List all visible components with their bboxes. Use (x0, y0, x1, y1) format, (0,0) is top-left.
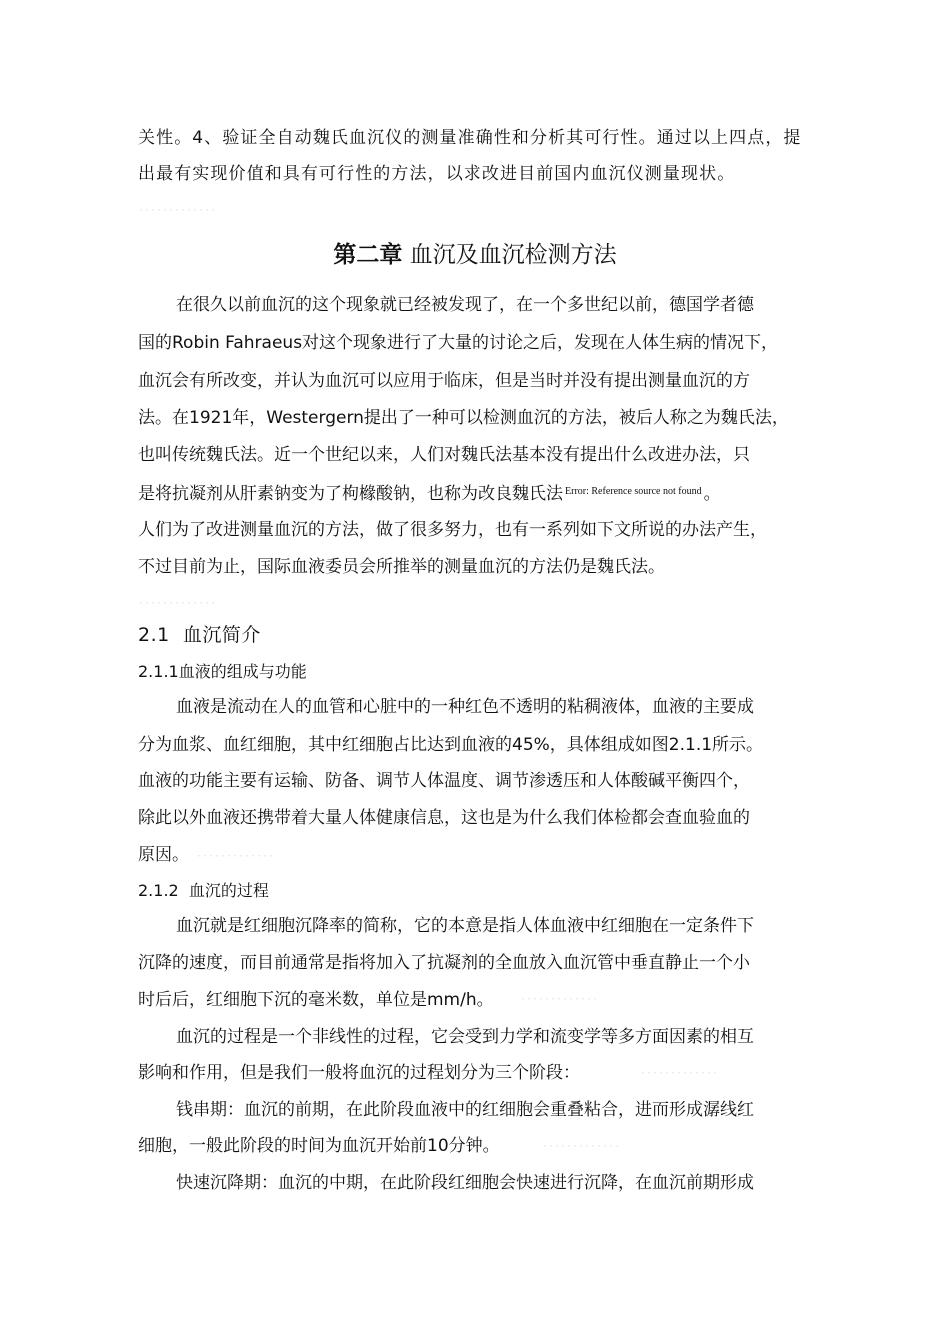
intro-line-2: 出最有实现价值和具有可行性的方法，以求改进目前国内血沉仪测量现状。 (138, 164, 736, 184)
chapter-number: 第二章 (333, 242, 403, 268)
section-title: 血液的组成与功能 (178, 662, 307, 681)
hidden-bookmark-mark: ············· (138, 598, 217, 609)
hidden-bookmark-mark: ············· (196, 851, 275, 862)
section-number: 2.1.2 (138, 881, 179, 900)
para1-line-3: 血沉会有所改变，并认为血沉可以应用于临床，但是当时并没有提出测量血沉的方 (138, 371, 750, 391)
section-title: 血沉的过程 (188, 881, 269, 900)
para6-line-1: 快速沉降期：血沉的中期，在此阶段红细胞会快速进行沉降，在血沉前期形成 (176, 1173, 754, 1193)
para2-line-1: 血液是流动在人的血管和心脏中的一种红色不透明的粘稠液体，血液的主要成 (176, 697, 754, 717)
para1-line-6-text: 是将抗凝剂从肝素钠变为了枸橼酸钠，也称为改良魏氏法 (138, 484, 563, 504)
para1-line-1: 在很久以前血沉的这个现象就已经被发现了，在一个多世纪以前，德国学者德 (176, 295, 754, 315)
para1-line-5: 也叫传统魏氏法。近一个世纪以来，人们对魏氏法基本没有提出什么改进办法，只 (138, 445, 750, 465)
para1-line-2: 国的Robin Fahraeus对这个现象进行了大量的讨论之后，发现在人体生病的情况下， (138, 333, 779, 353)
para5-line-1: 钱串期：血沉的前期，在此阶段血液中的红细胞会重叠粘合，进而形成潺线红 (176, 1100, 754, 1120)
para4-line-1: 血沉的过程是一个非线性的过程，它会受到力学和流变学等多方面因素的相互 (176, 1027, 754, 1047)
hidden-bookmark-mark: ············· (138, 205, 217, 216)
section-number: 2.1 (138, 624, 170, 646)
section-heading-2-1 (138, 622, 838, 648)
section-title: 血沉简介 (182, 624, 261, 646)
hidden-bookmark-mark: ············· (520, 994, 599, 1005)
hidden-bookmark-mark: ············· (542, 1141, 621, 1152)
para1-line-6-end: 。 (703, 484, 721, 504)
para5-line-2: 细胞，一般此阶段的时间为血沉开始前10分钟。 (138, 1136, 500, 1156)
para2-line-2: 分为血浆、血红细胞，其中红细胞占比达到血液的45%，具体组成如图2.1.1所示。 (138, 735, 764, 755)
chapter-heading (0, 238, 950, 272)
para3-line-2: 沉降的速度，而目前通常是指将加入了抗凝剂的全血放入血沉管中垂直静止一个小 (138, 953, 750, 973)
para1-line-6 (138, 479, 838, 507)
para1-line-8: 不过目前为止，国际血液委员会所推举的测量血沉的方法仍是魏氏法。 (138, 557, 665, 577)
hidden-bookmark-mark: ············· (640, 1068, 719, 1079)
section-heading-2-1-2 (138, 878, 838, 904)
section-number: 2.1.1 (138, 662, 179, 681)
intro-line-1: 关性。4、验证全自动魏氏血沉仪的测量准确性和分析其可行性。通过以上四点，提 (138, 128, 802, 148)
chapter-title: 血沉及血沉检测方法 (409, 242, 617, 268)
para2-line-4: 除此以外血液还携带着大量人体健康信息，这也是为什么我们体检都会查血验血的 (138, 808, 750, 828)
para2-line-5: 原因。 (138, 845, 189, 865)
para4-line-2: 影响和作用，但是我们一般将血沉的过程划分为三个阶段： (138, 1063, 580, 1083)
section-heading-2-1-1 (138, 659, 838, 685)
para3-line-3: 时后后，红细胞下沉的毫米数，单位是mm/h。 (138, 990, 494, 1010)
para3-line-1: 血沉就是红细胞沉降率的简称，它的本意是指人体血液中红细胞在一定条件下 (176, 916, 754, 936)
para1-line-7: 人们为了改进测量血沉的方法，做了很多努力，也有一系列如下文所说的办法产生， (138, 520, 767, 540)
para2-line-3: 血液的功能主要有运输、防备、调节人体温度、调节渗透压和人体酸碱平衡四个， (138, 771, 750, 791)
para1-line-4: 法。在1921年，Westergern提出了一种可以检测血沉的方法，被后人称之为魏氏法， (138, 408, 789, 428)
reference-error-note: Error: Reference source not found (565, 486, 702, 497)
